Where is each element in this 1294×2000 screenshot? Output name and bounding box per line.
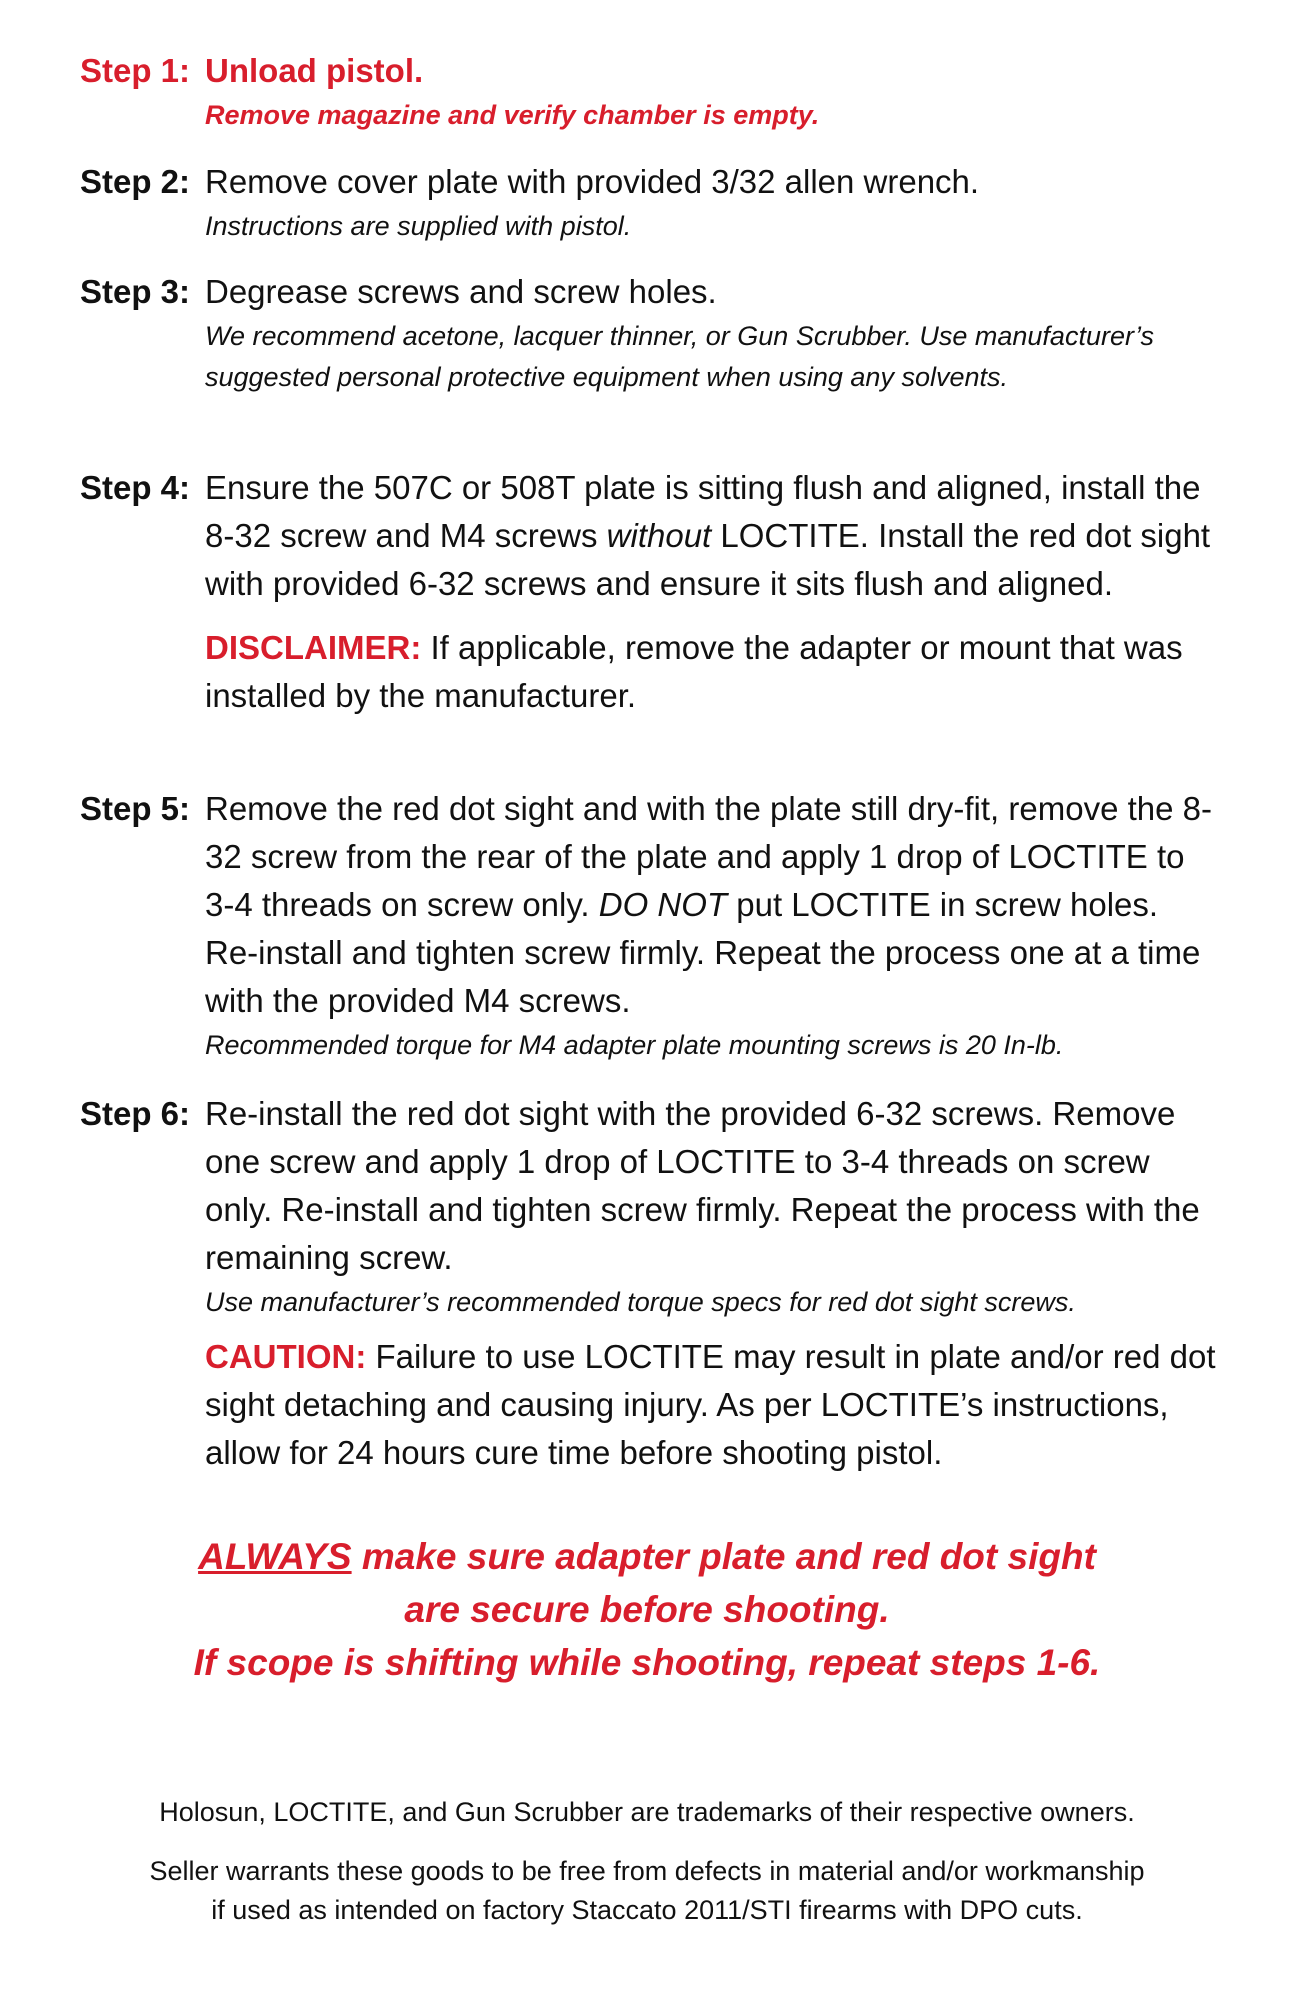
step-5-note: Recommended torque for M4 adapter plate mounting screws is 20 In-lb. (205, 1030, 1064, 1060)
step-3-label: Step 3: (80, 273, 191, 310)
step-4-emphasis: without (606, 517, 712, 554)
closing-line-2: are secure before shooting. (404, 1589, 890, 1630)
step-6-note: Use manufacturer’s recommended torque specs for red dot sight screws. (205, 1287, 1076, 1317)
step-6-caution (205, 1333, 1220, 1477)
closing-warning (0, 1530, 1294, 1689)
step-3-text: Degrease screws and screw holes. (205, 273, 717, 310)
step-5-emphasis: DO NOT (598, 886, 728, 923)
step-1 (80, 47, 1220, 136)
always-emphasis: ALWAYS (198, 1536, 352, 1577)
closing-line-1 (0, 1530, 1294, 1583)
disclaimer-text: If applicable, remove the adapter or mount that was installed by the manufacturer. (205, 629, 1183, 714)
step-1-note: Remove magazine and verify chamber is empty. (205, 100, 820, 130)
step-4-text-b: LOCTITE. Install the red dot sight with provided 6-32 screws and ensure it sits flush and aligned. (205, 517, 1211, 602)
step-6-label: Step 6: (80, 1095, 191, 1132)
step-1-title: Unload pistol. (205, 52, 424, 89)
trademark-notice: Holosun, LOCTITE, and Gun Scrubber are trademarks of their respective owners. (159, 1797, 1135, 1827)
step-5-text-b: put LOCTITE in screw holes. Re-install and tighten screw firmly. Repeat the process one at a time with the provided M4 screws. (205, 886, 1201, 1019)
step-3-note: We recommend acetone, lacquer thinner, or Gun Scrubber. Use manufacturer’s suggested personal protective equipment when using any solvents. (205, 321, 1154, 392)
disclaimer-label: DISCLAIMER: (205, 629, 422, 666)
step-6-text: Re-install the red dot sight with the provided 6-32 screws. Remove one screw and apply 1 drop of LOCTITE to 3-4 threads on screw only. Re-install and tighten screw firmly. Repeat the process with the remaining screw. (205, 1095, 1200, 1276)
step-4-text (205, 464, 1220, 608)
warranty-line-2: if used as intended on factory Staccato 2011/STI firearms with DPO cuts. (211, 1895, 1083, 1925)
closing-line-1-rest: make sure adapter plate and red dot sight (361, 1536, 1096, 1577)
step-2-label: Step 2: (80, 163, 191, 200)
step-2 (80, 158, 1220, 247)
step-4-text-a: Ensure the 507C or 508T plate is sitting flush and aligned, install the 8-32 screw and M4 screws (205, 469, 1201, 554)
step-4 (80, 464, 1220, 720)
step-4-disclaimer (205, 624, 1220, 720)
step-1-label: Step 1: (80, 52, 191, 89)
warranty-notice (0, 1852, 1294, 1930)
step-5-text (205, 785, 1220, 1025)
step-5-text-a: Remove the red dot sight and with the plate still dry-fit, remove the 8-32 screw from the rear of the plate and apply 1 drop of LOCTITE to 3-4 threads on screw only. (205, 790, 1212, 923)
caution-text: Failure to use LOCTITE may result in plate and/or red dot sight detaching and causing injury. As per LOCTITE’s instructions, allow for 24 hours cure time before shooting pistol. (205, 1338, 1216, 1471)
step-5 (80, 785, 1220, 1066)
caution-label: CAUTION: (205, 1338, 367, 1375)
step-3 (80, 268, 1220, 398)
step-6 (80, 1090, 1220, 1477)
step-4-label: Step 4: (80, 469, 191, 506)
closing-line-3: If scope is shifting while shooting, repeat steps 1-6. (193, 1642, 1101, 1683)
warranty-line-1: Seller warrants these goods to be free from defects in material and/or workmanship (149, 1856, 1145, 1886)
step-2-text: Remove cover plate with provided 3/32 allen wrench. (205, 163, 980, 200)
step-5-label: Step 5: (80, 790, 191, 827)
step-2-note: Instructions are supplied with pistol. (205, 211, 632, 241)
